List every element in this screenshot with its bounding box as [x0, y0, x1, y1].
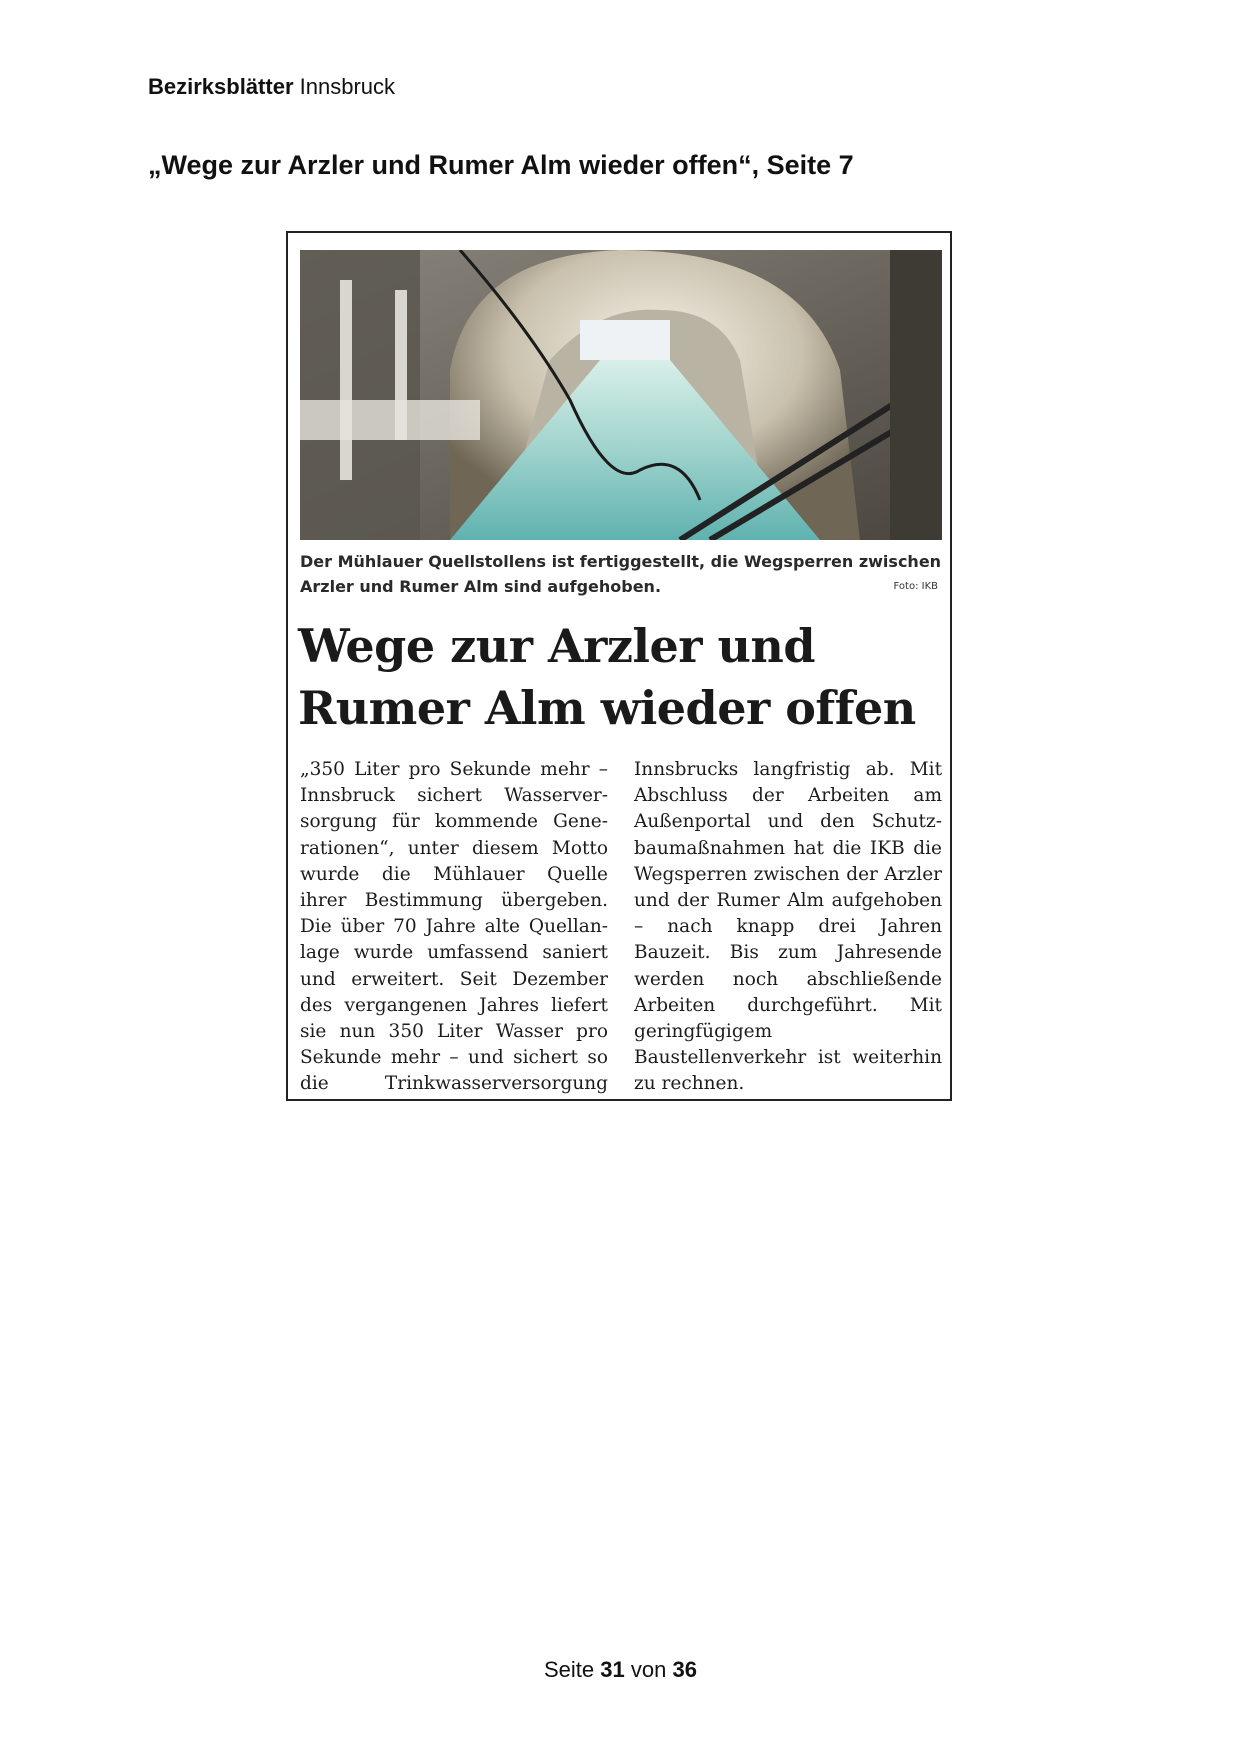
- article-body: „350 Liter pro Sekunde mehr – Innsbruck sichert Wasserversorgung für kommende Generationen“, unter diesem Motto wurde die Mühlauer Quelle ihrer Bestimmung übergeben. Die über 70 Jahre alte Quellanlage wurde umfassend saniert und erweitert. Seit Dezember des vergangenen Jahres liefert sie nun 350 Liter Wasser pro Sekunde mehr – und sichert so die Trinkwasserversorgung Innsbrucks langfristig ab. Mit Abschluss der Arbeiten am Außenportal und den Schutzbaumaßnahmen hat die IKB die Wegsperren zwischen der Arzler und der Rumer Alm aufgehoben – nach knapp drei Jahren Bauzeit. Bis zum Jahresende werden noch abschließende Arbeiten durchgeführt. Mit geringfügigem Baustellenverkehr ist weiterhin zu rechnen.: [300, 759, 942, 1095]
- tunnel-photo-icon: [300, 250, 942, 540]
- page-separator: von: [630, 1657, 667, 1682]
- photo-caption: Der Mühlauer Quellstollens ist fertiggestellt, die Wegsperren zwischen Arzler und Rumer Alm sind aufgehoben.: [300, 552, 942, 596]
- publication-name: Bezirksblätter: [148, 74, 294, 99]
- article-headline: Wege zur Arzler und Rumer Alm wieder offen: [298, 619, 916, 735]
- page-label: Seite: [544, 1657, 595, 1682]
- document-title: „Wege zur Arzler und Rumer Alm wieder offen“, Seite 7: [148, 150, 854, 180]
- newspaper-clipping: [286, 231, 952, 1101]
- total-pages-number: 36: [672, 1657, 697, 1682]
- page-header: [148, 73, 395, 101]
- current-page-number: 31: [600, 1657, 625, 1682]
- publication-region: Innsbruck: [299, 74, 396, 99]
- page-footer: [0, 1656, 1241, 1684]
- photo-credit: Foto: IKB: [893, 581, 938, 592]
- tunnel-photo: [300, 250, 942, 540]
